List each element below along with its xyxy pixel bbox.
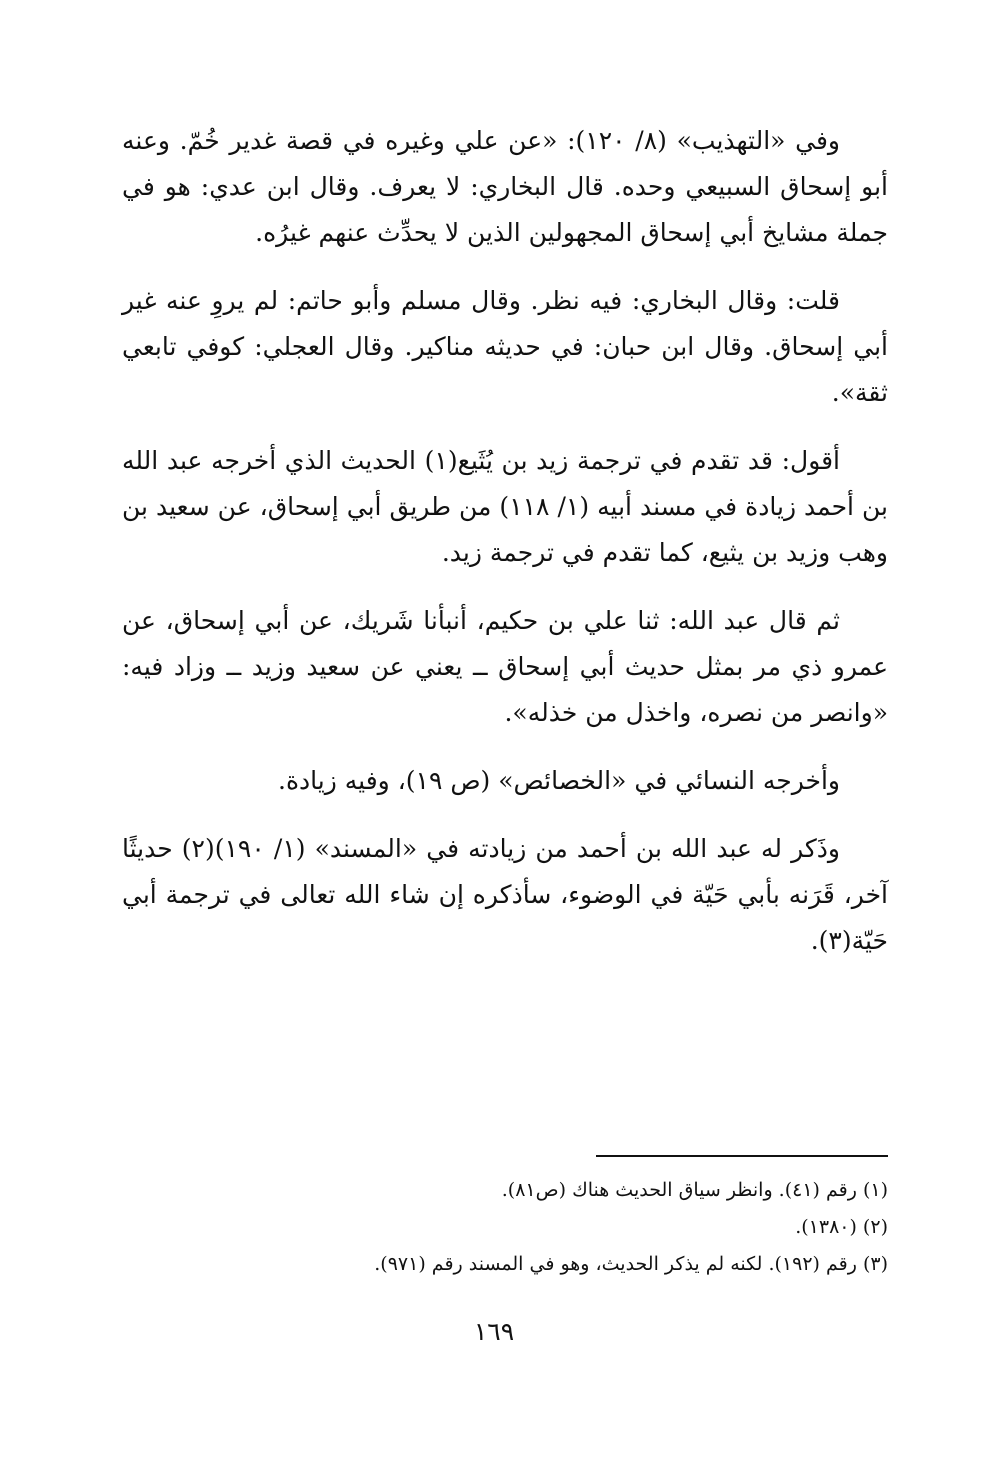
footnote-1: (١) رقم (٤١). وانظر سياق الحديث هناك (ص٨١). (501, 1179, 888, 1201)
page-number: ١٦٩ (473, 1317, 515, 1346)
footnotes (122, 1172, 888, 1283)
footnote-2: (٢) (١٣٨٠). (795, 1216, 888, 1238)
paragraph-2: قلت: وقال البخاري: فيه نظر. وقال مسلم وأبو حاتم: لم يروِ عنه غير أبي إسحاق. وقال ابن حبان: في حديثه مناكير. وقال العجلي: كوفي تابعي ثقة». (122, 286, 888, 407)
footnote-3: (٣) رقم (١٩٢). لكنه لم يذكر الحديث، وهو في المسند رقم (٩٧١). (374, 1253, 888, 1275)
footnote-divider (596, 1155, 888, 1157)
paragraph-4: ثم قال عبد الله: ثنا علي بن حكيم، أنبأنا شَريك، عن أبي إسحاق، عن عمرو ذي مر بمثل حديث أبي إسحاق ــ يعني عن سعيد وزيد ــ وزاد فيه: «وانصر من نصره، واخذل من خذله». (122, 606, 888, 727)
main-text (122, 118, 888, 986)
paragraph-1: وفي «التهذيب» (٨/ ١٢٠): «عن علي وغيره في قصة غدير خُمّ. وعنه أبو إسحاق السبيعي وحده. قال البخاري: لا يعرف. وقال ابن عدي: هو في جملة مشايخ أبي إسحاق المجهولين الذين لا يحدِّث عنهم غيرُه. (122, 126, 888, 247)
paragraph-3: أقول: قد تقدم في ترجمة زيد بن يُثَيع(١) الحديث الذي أخرجه عبد الله بن أحمد زيادة في مسند أبيه (١/ ١١٨) من طريق أبي إسحاق، عن سعيد بن وهب وزيد بن يثيع، كما تقدم في ترجمة زيد. (122, 446, 888, 567)
paragraph-5: وأخرجه النسائي في «الخصائص» (ص ١٩)، وفيه زيادة. (278, 766, 840, 795)
paragraph-6: وذَكر له عبد الله بن أحمد من زيادته في «المسند» (١/ ١٩٠)(٢) حديثًا آخر، قَرَنه بأبي حَيّة في الوضوء، سأذكره إن شاء الله تعالى في ترجمة أبي حَيّة(٣). (122, 834, 888, 955)
